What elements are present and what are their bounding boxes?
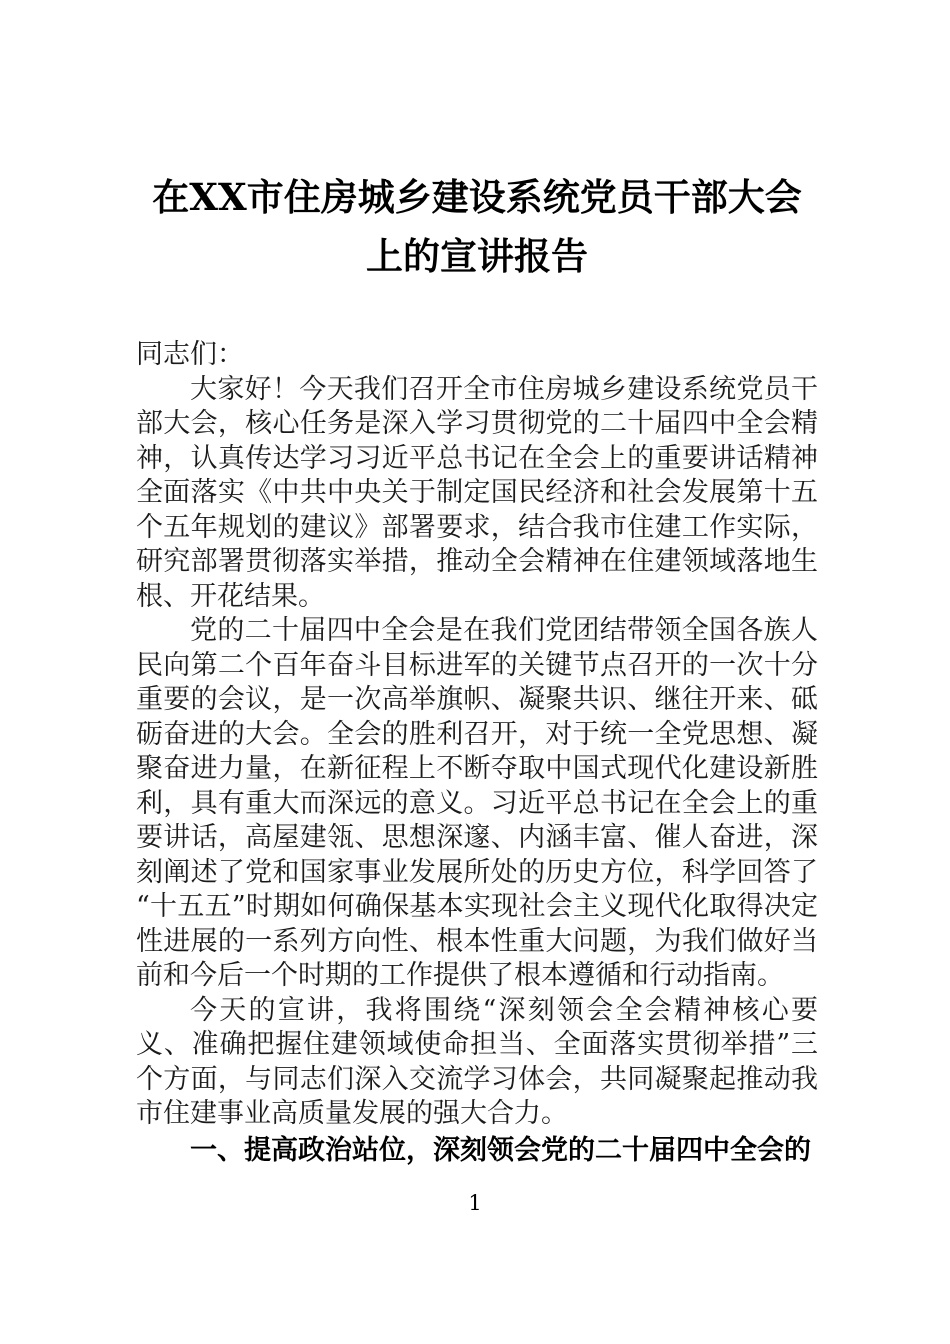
page-title: 在XX市住房城乡建设系统党员干部大会上的宣讲报告 bbox=[152, 175, 802, 278]
body-paragraph-2: 党的二十届四中全会是在我们党团结带领全国各族人民向第二个百年奋斗目标进军的关键节点召开的一次十分重要的会议，是一次高举旗帜、凝聚共识、继往开来、砥砺奋进的大会。全会的胜利召开，对于统一全党思想、凝聚奋进力量，在新征程上不断夺取中国式现代化建设新胜利，具有重大而深远的意义。习近平总书记在全会上的重要讲话，高屋建瓴、思想深邃、内涵丰富、催人奋进，深刻阐述了党和国家事业发展所处的历史方位，科学回答了“十五五”时期如何确保基本实现社会主义现代化取得决定性进展的一系列方向性、根本性重大问题，为我们做好当前和今后一个时期的工作提供了根本遵循和行动指南。 bbox=[136, 615, 818, 991]
body-paragraph-3: 今天的宣讲，我将围绕“深刻领会全会精神核心要义、准确把握住建领域使命担当、全面落实贯彻举措”三个方面，与同志们深入交流学习体会，共同凝聚起推动我市住建事业高质量发展的强大合力。 bbox=[136, 994, 818, 1129]
salutation: 同志们： bbox=[136, 339, 244, 370]
page-number: 1 bbox=[468, 1191, 482, 1215]
body-paragraph-1: 大家好！今天我们召开全市住房城乡建设系统党员干部大会，核心任务是深入学习贯彻党的二十届四中全会精神，认真传达学习习近平总书记在全会上的重要讲话精神全面落实《中共中央关于制定国民经济和社会发展第十五个五年规划的建议》部署要求，结合我市住建工作实际，研究部署贯彻落实举措，推动全会精神在住建领域落地生根、开花结果。 bbox=[136, 373, 818, 612]
section-heading-1: 一、提高政治站位，深刻领会党的二十届四中全会的 bbox=[190, 1134, 811, 1166]
page-content bbox=[136, 0, 818, 1170]
